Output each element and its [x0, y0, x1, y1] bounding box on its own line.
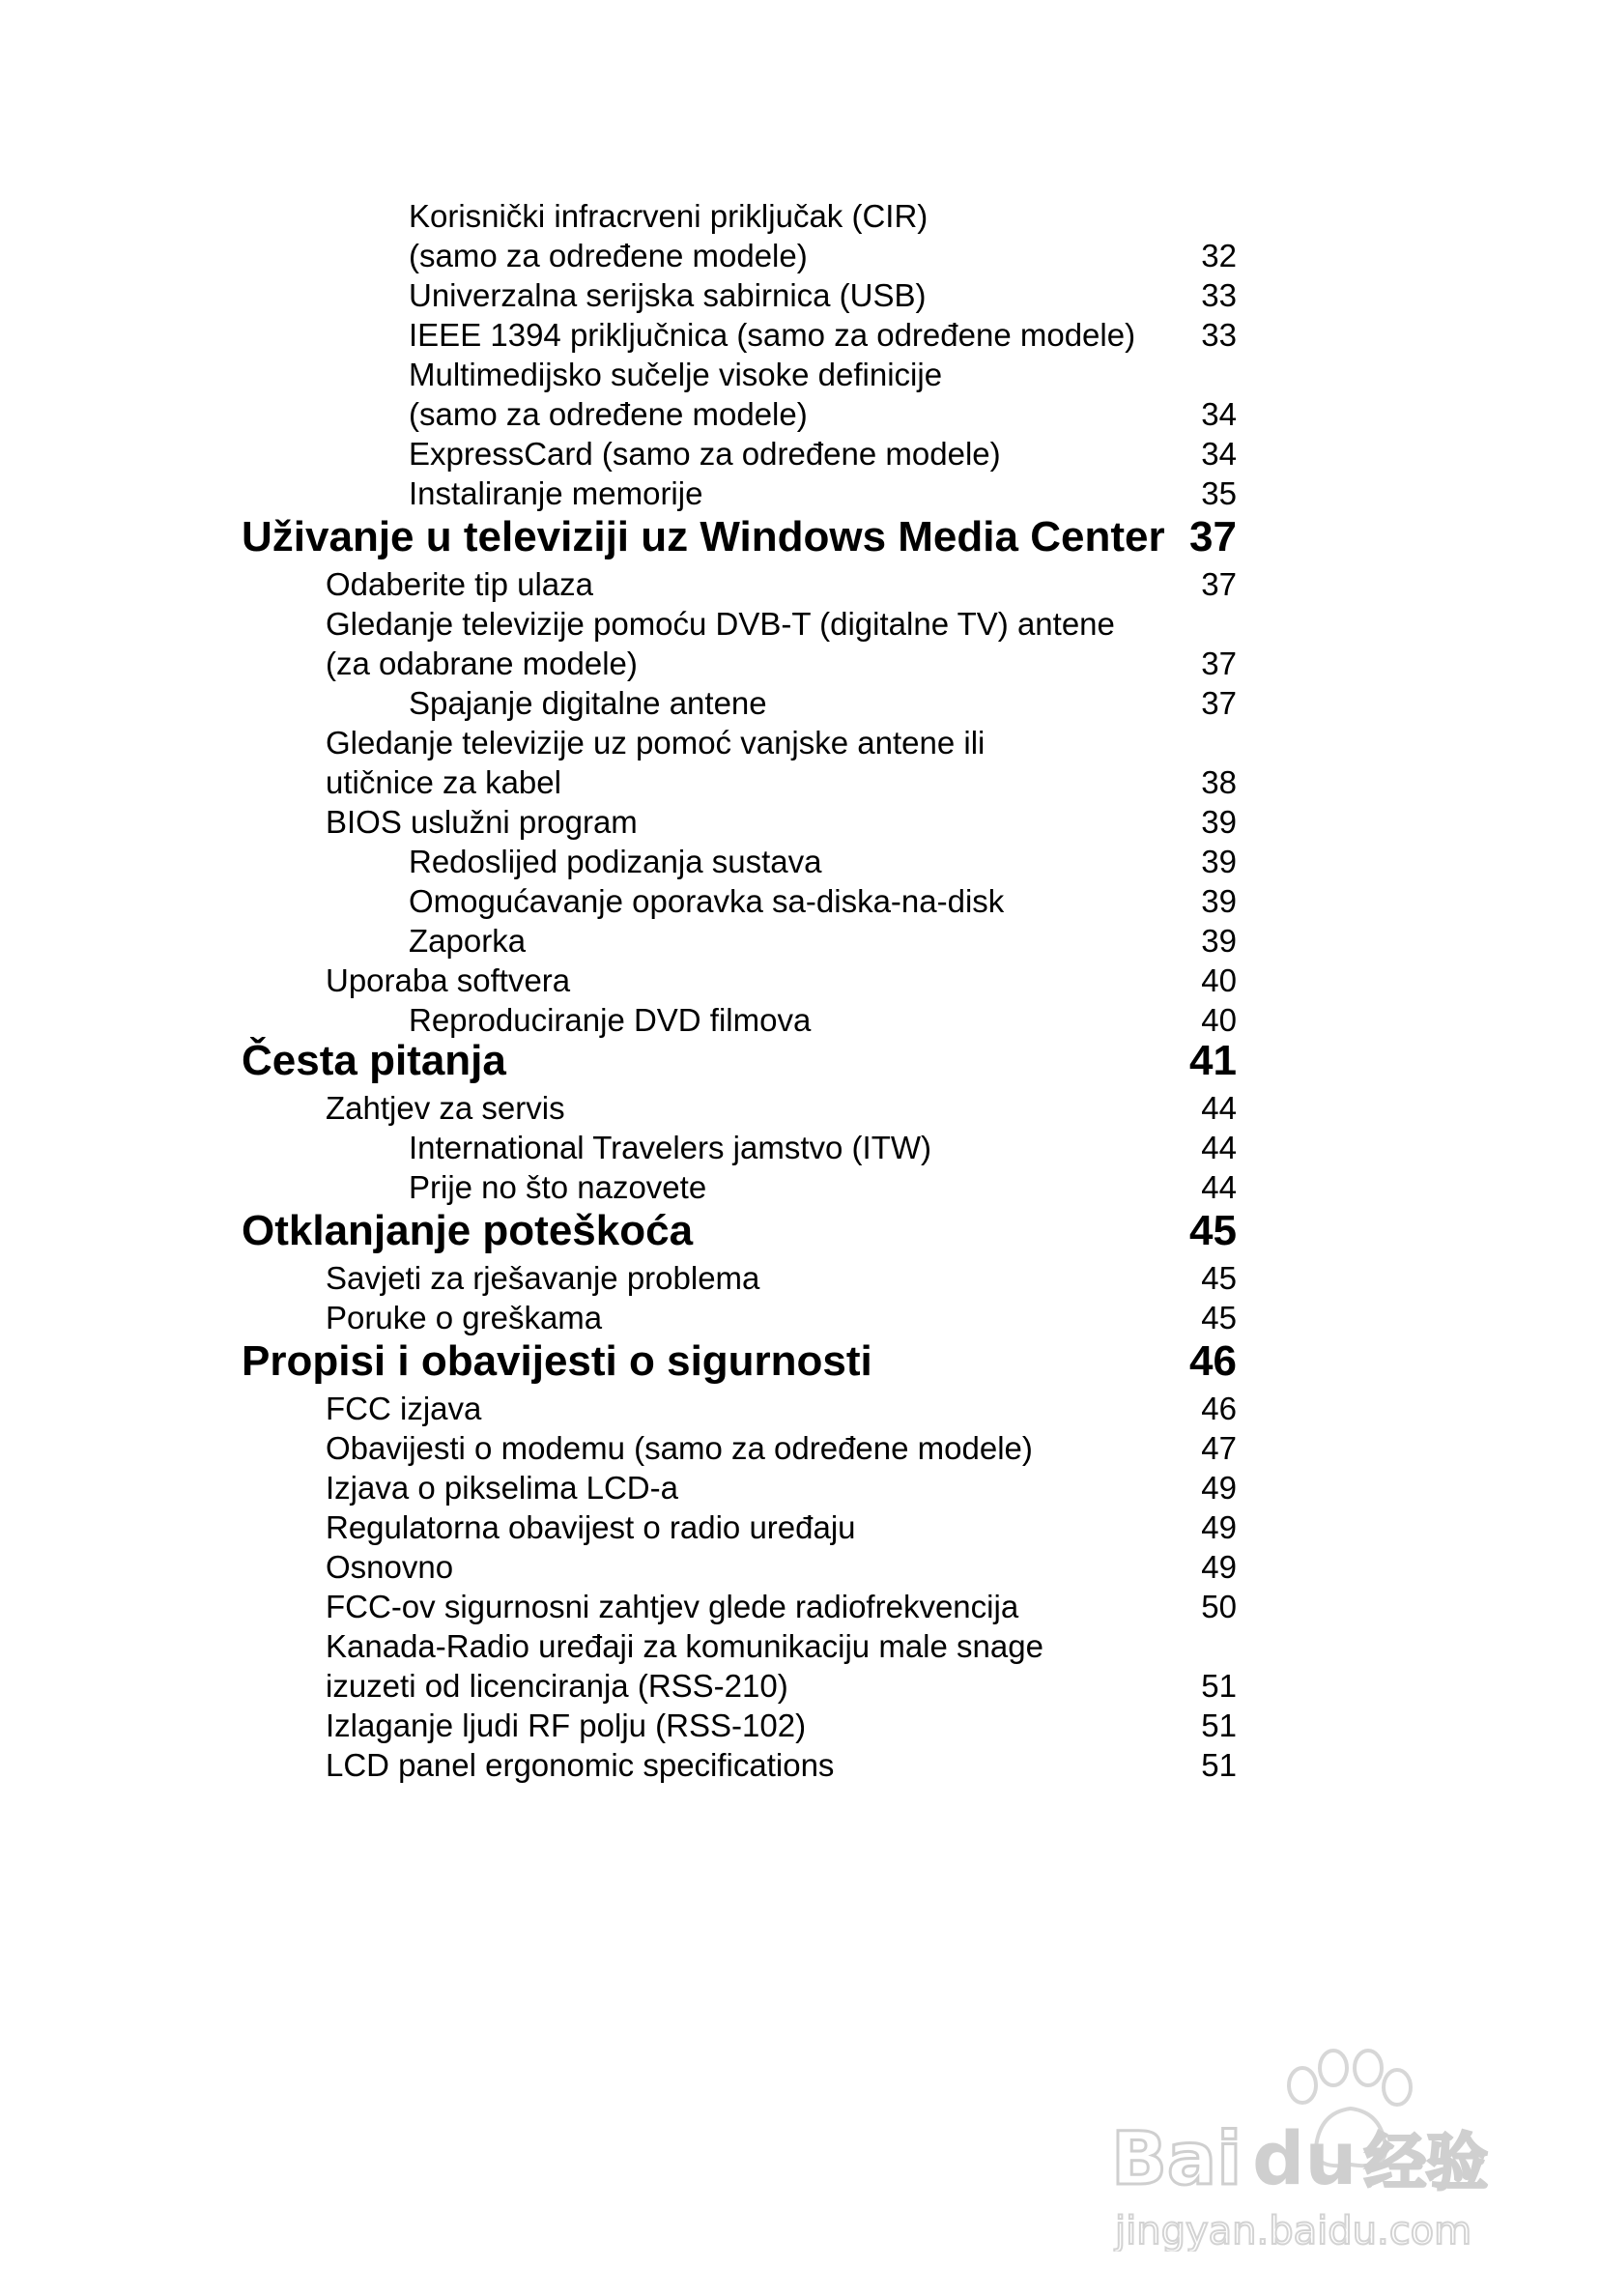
toc-entry-title: (samo za određene modele)	[409, 238, 808, 273]
toc-entry[interactable]	[0, 474, 1600, 513]
toc-entry-page: 33	[1201, 277, 1237, 313]
toc-entry[interactable]	[0, 1390, 1600, 1428]
toc-entry-title: (za odabrane modele)	[326, 646, 638, 681]
toc-entry-title: Gledanje televizije pomoću DVB-T (digitalne TV) antene	[326, 606, 1115, 642]
toc-entry-title: Regulatorna obavijest o radio uređaju	[326, 1509, 856, 1545]
toc-entry-page: 44	[1201, 1090, 1237, 1126]
toc-entry[interactable]	[0, 803, 1600, 842]
svg-text:Bai: Bai	[1111, 2115, 1243, 2201]
toc-chapter-heading[interactable]	[0, 514, 1600, 560]
toc-entry[interactable]	[0, 763, 1600, 802]
toc-entry[interactable]	[0, 1168, 1600, 1207]
toc-entry-title: Osnovno	[326, 1549, 454, 1585]
toc-entry-page: 49	[1201, 1470, 1237, 1506]
toc-entry-title: Korisnički infracrveni priključak (CIR)	[409, 198, 929, 234]
toc-entry[interactable]	[0, 1129, 1600, 1167]
toc-entry-title: BIOS uslužni program	[326, 804, 638, 840]
baidu-logo-text	[1111, 2115, 1488, 2201]
toc-entry-page: 37	[1201, 646, 1237, 681]
toc-chapter-page: 37	[1189, 513, 1237, 560]
toc-entry-title: Multimedijsko sučelje visoke definicije	[409, 357, 943, 392]
toc-entry[interactable]	[0, 1259, 1600, 1298]
toc-entry[interactable]	[0, 276, 1600, 315]
toc-entry[interactable]	[0, 565, 1600, 604]
toc-chapter-page: 45	[1189, 1207, 1237, 1254]
watermark-url: jingyan.baidu.com	[1115, 2209, 1472, 2252]
toc-entry-page: 51	[1201, 1747, 1237, 1783]
toc-entry-page: 39	[1201, 923, 1237, 959]
toc-entry[interactable]	[0, 1707, 1600, 1745]
toc-entry-page: 32	[1201, 238, 1237, 273]
toc-entry-title: International Travelers jamstvo (ITW)	[409, 1130, 931, 1165]
toc-entry-page: 49	[1201, 1509, 1237, 1545]
toc-chapter-title: Otklanjanje poteškoća	[242, 1207, 694, 1254]
toc-entry-page: 45	[1201, 1300, 1237, 1335]
toc-entry[interactable]	[0, 1089, 1600, 1128]
toc-entry-title: FCC izjava	[326, 1391, 482, 1426]
toc-entry-title: Poruke o greškama	[326, 1300, 603, 1335]
svg-text:经验: 经验	[1364, 2128, 1488, 2199]
toc-entry[interactable]	[0, 316, 1600, 355]
toc-entry[interactable]	[0, 356, 1600, 394]
toc-entry[interactable]	[0, 1469, 1600, 1507]
toc-entry-page: 49	[1201, 1549, 1237, 1585]
toc-entry-page: 37	[1201, 685, 1237, 721]
toc-entry-title: Univerzalna serijska sabirnica (USB)	[409, 277, 927, 313]
toc-entry-page: 51	[1201, 1708, 1237, 1743]
toc-entry-title: Odaberite tip ulaza	[326, 566, 594, 602]
toc-chapter-heading[interactable]	[0, 1038, 1600, 1084]
toc-entry[interactable]	[0, 197, 1600, 236]
toc-entry-title: Gledanje televizije uz pomoć vanjske antene ili	[326, 725, 986, 761]
toc-entry-page: 40	[1201, 1002, 1237, 1038]
toc-entry-title: Zahtjev za servis	[326, 1090, 565, 1126]
toc-entry-title: LCD panel ergonomic specifications	[326, 1747, 835, 1783]
toc-entry-title: ExpressCard (samo za određene modele)	[409, 436, 1001, 472]
toc-entry-title: Savjeti za rješavanje problema	[326, 1260, 760, 1296]
toc-entry-page: 46	[1201, 1391, 1237, 1426]
toc-entry-title: Reproduciranje DVD filmova	[409, 1002, 812, 1038]
toc-entry-page: 34	[1201, 436, 1237, 472]
toc-entry-page: 47	[1201, 1430, 1237, 1466]
toc-entry[interactable]	[0, 882, 1600, 921]
toc-entry-page: 50	[1201, 1589, 1237, 1624]
toc-chapter-heading[interactable]	[0, 1208, 1600, 1254]
toc-entry-page: 39	[1201, 844, 1237, 879]
toc-entry-page: 37	[1201, 566, 1237, 602]
toc-entry-page: 51	[1201, 1668, 1237, 1704]
toc-entry[interactable]	[0, 1299, 1600, 1337]
toc-entry[interactable]	[0, 1001, 1600, 1040]
toc-entry-page: 34	[1201, 396, 1237, 432]
toc-entry[interactable]	[0, 605, 1600, 644]
toc-entry-title: IEEE 1394 priključnica (samo za određene modele)	[409, 317, 1136, 353]
toc-entry[interactable]	[0, 435, 1600, 474]
toc-entry[interactable]	[0, 1508, 1600, 1547]
toc-entry[interactable]	[0, 645, 1600, 683]
toc-entry-title: (samo za određene modele)	[409, 396, 808, 432]
toc-entry[interactable]	[0, 961, 1600, 1000]
toc-entry-title: Zaporka	[409, 923, 527, 959]
toc-entry[interactable]	[0, 1548, 1600, 1587]
svg-text:du: du	[1252, 2115, 1357, 2201]
toc-entry-title: Uporaba softvera	[326, 962, 571, 998]
toc-entry[interactable]	[0, 684, 1600, 723]
toc-entry-title: izuzeti od licenciranja (RSS-210)	[326, 1668, 788, 1704]
toc-entry-title: Obavijesti o modemu (samo za određene modele)	[326, 1430, 1033, 1466]
toc-chapter-title: Uživanje u televiziji uz Windows Media Center	[242, 513, 1165, 560]
toc-entry-page: 44	[1201, 1130, 1237, 1165]
baidu-jingyan-watermark	[1111, 2029, 1517, 2252]
toc-entry-title: Redoslijed podizanja sustava	[409, 844, 822, 879]
toc-entry[interactable]	[0, 843, 1600, 881]
toc-entry[interactable]	[0, 922, 1600, 961]
toc-entry-page: 44	[1201, 1169, 1237, 1205]
toc-chapter-title: Česta pitanja	[242, 1037, 506, 1084]
toc-entry-page: 40	[1201, 962, 1237, 998]
toc-entry-title: Spajanje digitalne antene	[409, 685, 767, 721]
toc-entry-title: Instaliranje memorije	[409, 475, 703, 511]
toc-entry-title: utičnice za kabel	[326, 764, 561, 800]
toc-entry-page: 35	[1201, 475, 1237, 511]
toc-entry-page: 33	[1201, 317, 1237, 353]
toc-entry-title: Izlaganje ljudi RF polju (RSS-102)	[326, 1708, 807, 1743]
toc-chapter-title: Propisi i obavijesti o sigurnosti	[242, 1337, 872, 1385]
toc-entry[interactable]	[0, 1429, 1600, 1468]
toc-entry[interactable]	[0, 237, 1600, 275]
toc-entry[interactable]	[0, 1588, 1600, 1626]
toc-entry[interactable]	[0, 724, 1600, 762]
toc-entry[interactable]	[0, 395, 1600, 434]
toc-entry[interactable]	[0, 1667, 1600, 1706]
toc-entry-page: 39	[1201, 883, 1237, 919]
toc-entry-title: Kanada-Radio uređaji za komunikaciju male snage	[326, 1628, 1043, 1664]
toc-chapter-page: 46	[1189, 1337, 1237, 1385]
toc-entry-title: Izjava o pikselima LCD-a	[326, 1470, 678, 1506]
toc-entry[interactable]	[0, 1746, 1600, 1785]
toc-entry-title: Prije no što nazovete	[409, 1169, 707, 1205]
toc-entry-page: 39	[1201, 804, 1237, 840]
toc-chapter-heading[interactable]	[0, 1338, 1600, 1385]
toc-chapter-page: 41	[1189, 1037, 1237, 1084]
toc-entry-title: Omogućavanje oporavka sa-diska-na-disk	[409, 883, 1005, 919]
toc-entry-title: FCC-ov sigurnosni zahtjev glede radiofrekvencija	[326, 1589, 1019, 1624]
toc-entry-page: 38	[1201, 764, 1237, 800]
toc-entry[interactable]	[0, 1627, 1600, 1666]
toc-entry-page: 45	[1201, 1260, 1237, 1296]
